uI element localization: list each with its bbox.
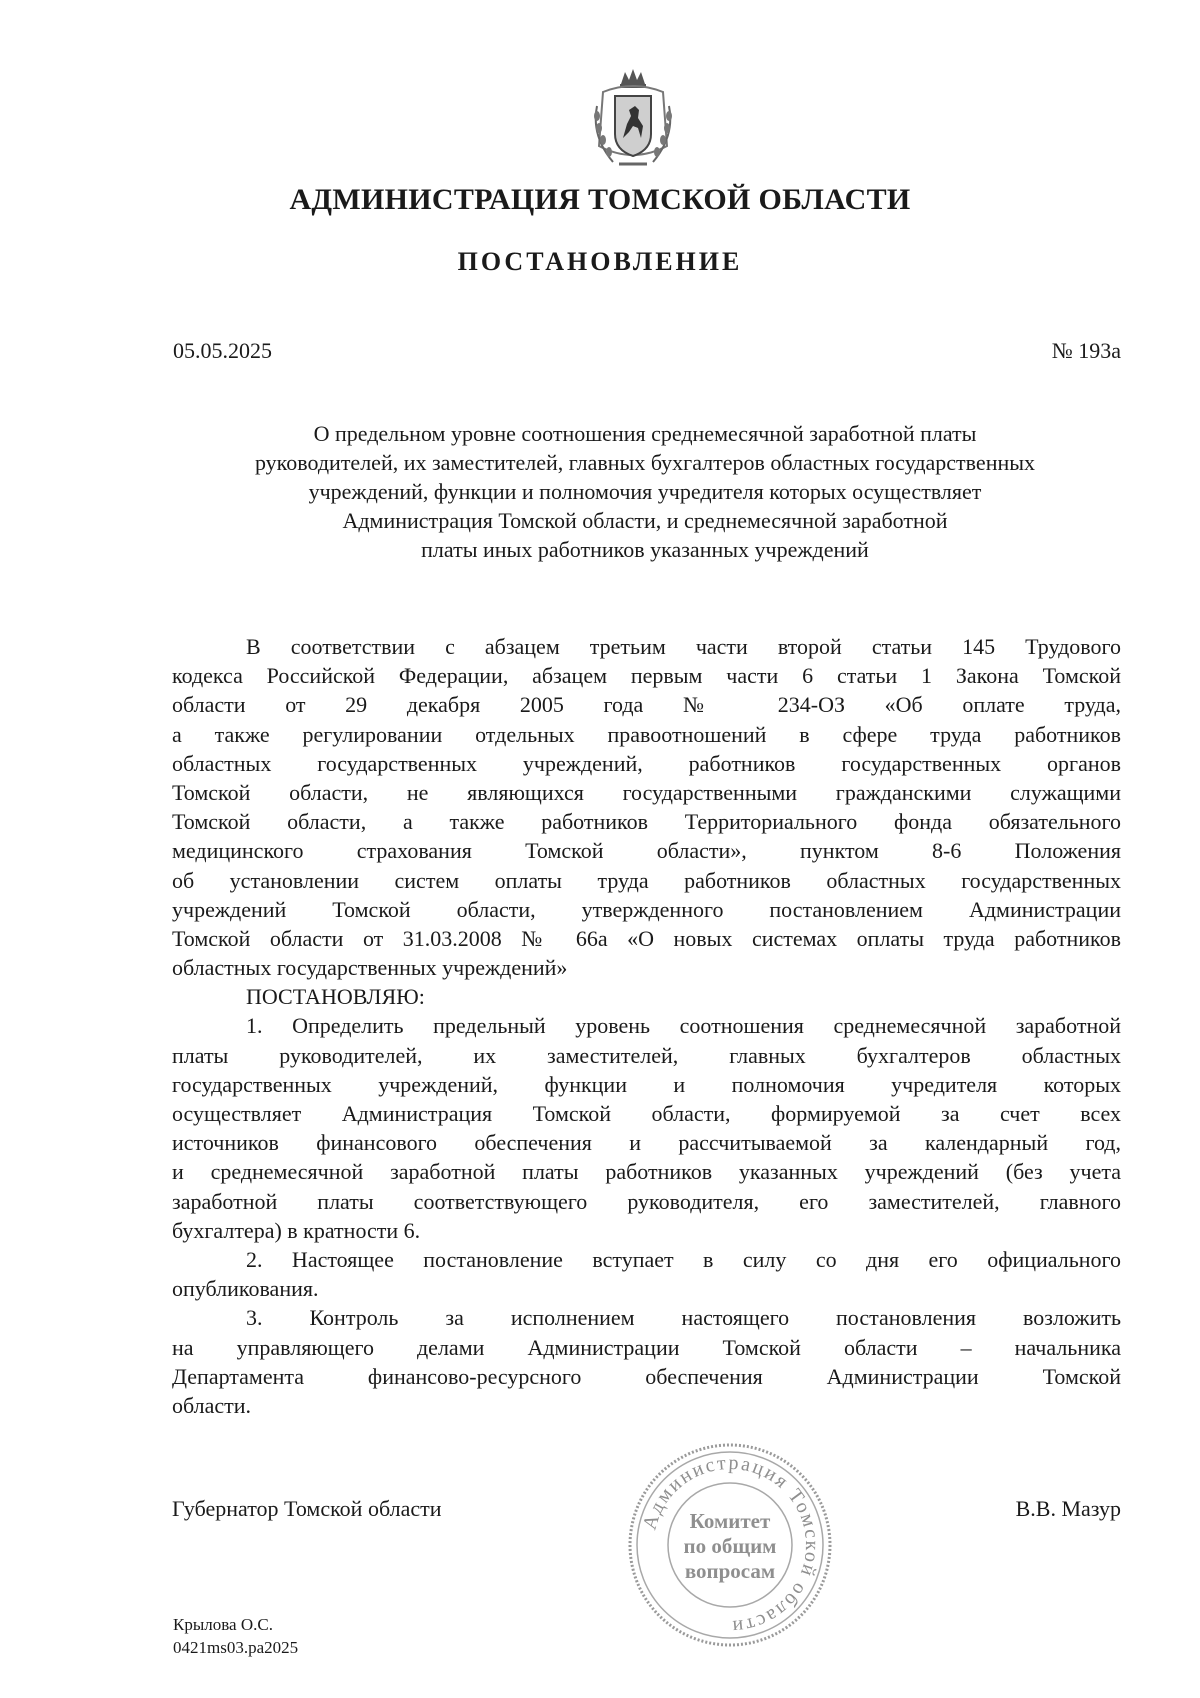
body-line: области от 29 декабря 2005 года № 234-ОЗ «Об оплате труда, bbox=[172, 692, 1121, 718]
subject-line: учреждений, функции и полномочия учредителя которых осуществляет bbox=[308, 479, 982, 504]
body-line: Департамента финансово-ресурсного обеспечения Администрации Томской bbox=[172, 1363, 1121, 1389]
signatory-position: Губернатор Томской области bbox=[172, 1496, 442, 1521]
body-line: Томской области, не являющихся государственными гражданскими служащими bbox=[172, 779, 1121, 805]
body-line: опубликования. bbox=[172, 1276, 319, 1302]
organization-title: АДМИНИСТРАЦИЯ ТОМСКОЙ ОБЛАСТИ bbox=[289, 183, 911, 216]
subject-line: платы иных работников указанных учреждений bbox=[421, 537, 869, 562]
seal-center-line: по общим bbox=[683, 1534, 777, 1558]
seal-ring-text: Администрация Томской области bbox=[638, 1451, 824, 1639]
body-line: области. bbox=[172, 1392, 252, 1418]
body-line: Томской области, а также работников Территориального фонда обязательного bbox=[172, 809, 1121, 835]
body-line: кодекса Российской Федерации, абзацем первым части 6 статьи 1 Закона Томской bbox=[172, 663, 1121, 689]
seal-center-line: вопросам bbox=[684, 1559, 776, 1583]
body-line: В соответствии с абзацем третьим части второй статьи 145 Трудового bbox=[246, 634, 1121, 659]
document-body bbox=[172, 632, 1121, 1420]
file-code: 0421ms03.pa2025 bbox=[173, 1638, 299, 1657]
document-subject bbox=[170, 419, 1120, 564]
executor-name: Крылова О.С. bbox=[173, 1615, 273, 1634]
body-line: источников финансового обеспечения и рассчитываемой за календарный год, bbox=[172, 1130, 1121, 1156]
subject-line: О предельном уровне соотношения среднемесячной заработной платы bbox=[313, 421, 977, 446]
body-line: бухгалтера) в кратности 6. bbox=[172, 1217, 421, 1243]
seal-center-line: Комитет bbox=[689, 1509, 771, 1533]
subject-line: Администрация Томской области, и среднемесячной заработной bbox=[342, 508, 948, 533]
document-type-heading: ПОСТАНОВЛЕНИЕ bbox=[457, 247, 743, 276]
body-line: государственных учреждений, функции и полномочия учредителя которых bbox=[172, 1071, 1121, 1097]
body-line: областных государственных учреждений, работников государственных органов bbox=[172, 750, 1121, 776]
body-line: осуществляет Администрация Томской области, формируемой за счет всех bbox=[172, 1101, 1121, 1126]
coat-of-arms-emblem bbox=[583, 66, 683, 176]
body-line: Томской области от 31.03.2008 № 66а «О новых системах оплаты труда работников bbox=[172, 925, 1121, 951]
subject-line: руководителей, их заместителей, главных бухгалтеров областных государственных bbox=[254, 450, 1036, 475]
official-seal-stamp bbox=[625, 1440, 835, 1650]
body-line: областных государственных учреждений» bbox=[172, 955, 568, 981]
body-line: а также регулировании отдельных правоотношений в сфере труда работников bbox=[172, 721, 1121, 747]
body-line: заработной платы соответствующего руководителя, его заместителей, главного bbox=[172, 1188, 1121, 1214]
resolve-heading: ПОСТАНОВЛЯЮ: bbox=[246, 984, 425, 1010]
body-line: медицинского страхования Томской области», пунктом 8-6 Положения bbox=[172, 838, 1121, 864]
body-line: учреждений Томской области, утвержденного постановлением Администрации bbox=[172, 896, 1121, 922]
body-line: и среднемесячной заработной платы работников указанных учреждений (без учета bbox=[172, 1159, 1121, 1185]
document-date: 05.05.2025 bbox=[173, 338, 272, 363]
document-footer bbox=[173, 1613, 298, 1659]
body-line: 2. Настоящее постановление вступает в силу со дня его официального bbox=[246, 1246, 1121, 1272]
body-line: на управляющего делами Администрации Томской области – начальника bbox=[172, 1334, 1121, 1360]
document-number: № 193а bbox=[1051, 338, 1121, 363]
body-line: 1. Определить предельный уровень соотношения среднемесячной заработной bbox=[246, 1013, 1121, 1039]
signatory-name: В.В. Мазур bbox=[1015, 1496, 1121, 1521]
body-line: 3. Контроль за исполнением настоящего постановления возложить bbox=[246, 1305, 1121, 1331]
body-line: об установлении систем оплаты труда работников областных государственных bbox=[172, 867, 1121, 893]
body-line: платы руководителей, их заместителей, главных бухгалтеров областных bbox=[172, 1042, 1121, 1068]
